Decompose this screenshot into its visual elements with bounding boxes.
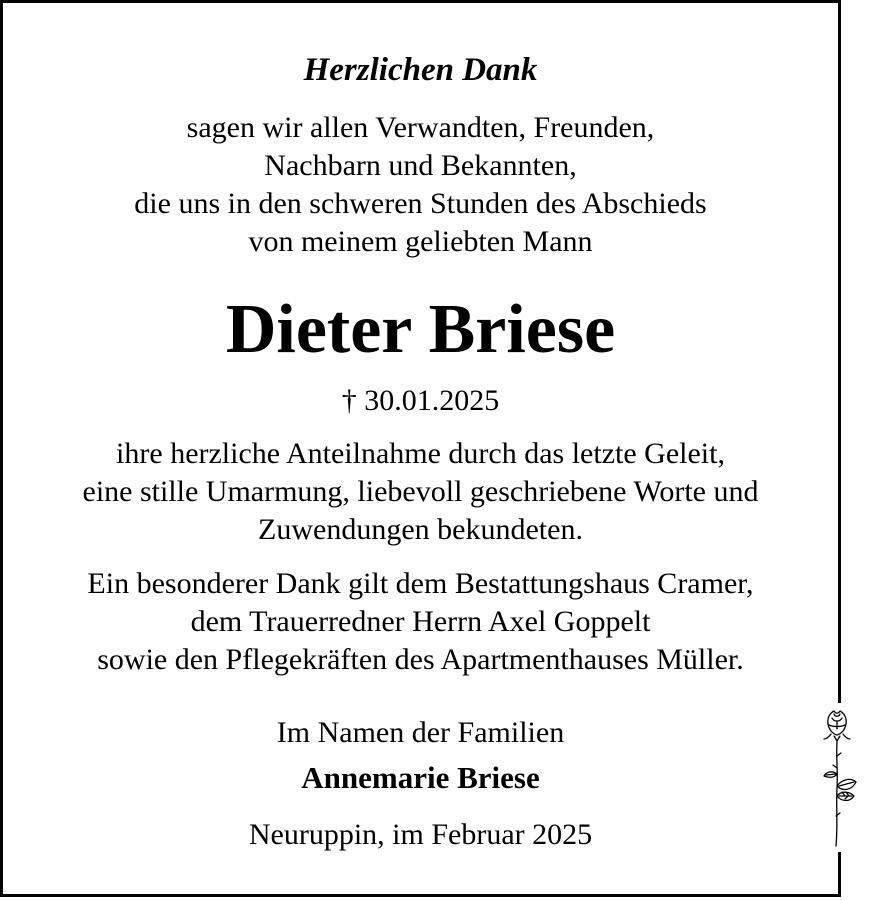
frame-right-edge-bottom [838, 852, 841, 897]
thanks-line: dem Trauerredner Herrn Axel Goppelt [190, 605, 651, 638]
intro-line: sagen wir allen Verwandten, Freunden, [186, 111, 655, 144]
rose-icon [812, 708, 862, 850]
body-line: eine stille Umarmung, liebevoll geschriebene Worte und [82, 475, 759, 508]
death-date: † 30.01.2025 [341, 384, 500, 417]
intro-line: die uns in den schweren Stunden des Abschieds [134, 187, 707, 220]
place-date: Neuruppin, im Februar 2025 [248, 818, 593, 851]
thanks-line: sowie den Pflegekräften des Apartmenthauses Müller. [97, 643, 744, 676]
heading: Herzlichen Dank [303, 52, 538, 88]
thanks-line: Ein besonderer Dank gilt dem Bestattungshaus Cramer, [87, 567, 754, 600]
deceased-name: Dieter Briese [225, 291, 616, 368]
body-line: ihre herzliche Anteilnahme durch das letzte Geleit, [116, 437, 725, 470]
intro-line: von meinem geliebten Mann [248, 225, 593, 258]
frame-right-edge [838, 0, 841, 703]
intro-line: Nachbarn und Bekannten, [264, 149, 577, 182]
signature-intro: Im Namen der Familien [276, 716, 565, 749]
signature-name: Annemarie Briese [301, 760, 540, 795]
body-line: Zuwendungen bekundeten. [258, 513, 583, 546]
